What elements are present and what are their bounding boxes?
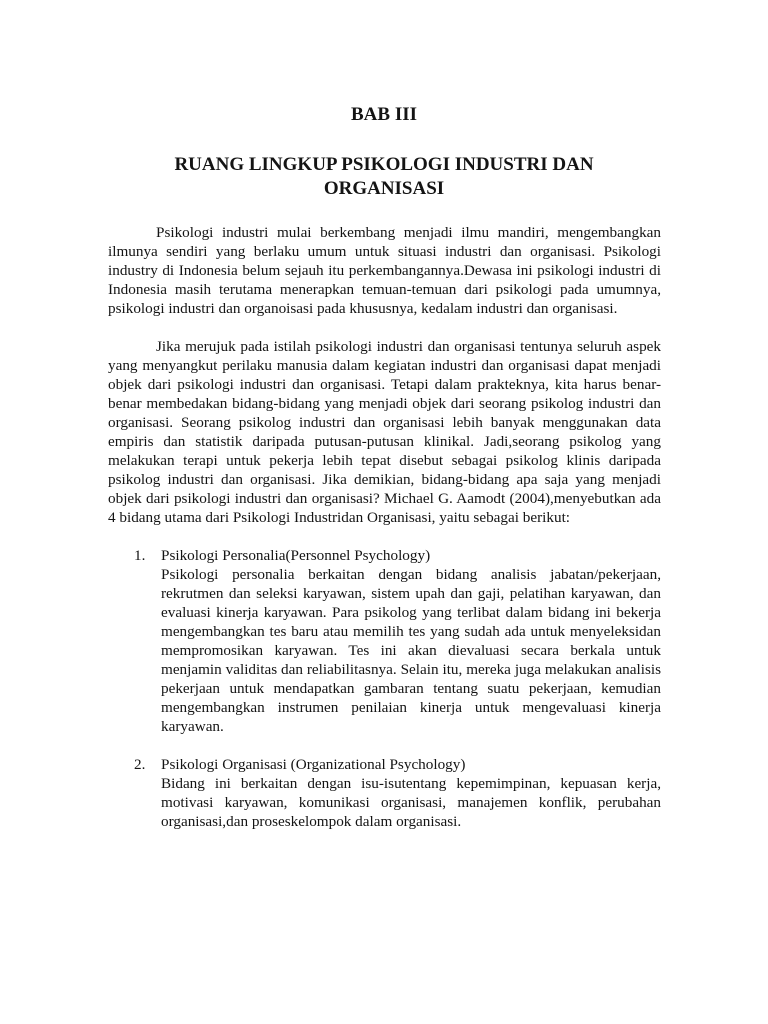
numbered-list [108,546,661,831]
document-body [108,223,661,850]
list-item-text: Psikologi personalia berkaitan dengan bidang analisis jabatan/pekerjaan, rekrutmen dan seleksi karyawan, sistem upah dan gaji, pelatihan karyawan, dan evaluasi kinerja karyawan. Para psikolog yang terlibat dalam bidang ini bekerja mengembangkan tes baru atau memilih tes yang sudah ada untuk menyeleksidan mempromosikan karyawan. Tes ini akan dievaluasi secara berkala untuk menjamin validitas dan reliabilitasnya. Selain itu, mereka juga melakukan analisis pekerjaan untuk mendapatkan gambaran tentang suatu pekerjaan, kemudian mengembangkan instrumen penilaian kinerja untuk mengevaluasi kinerja karyawan. [161,566,661,735]
chapter-heading: BAB III [351,104,417,125]
list-item-heading: Psikologi Organisasi (Organizational Psychology) [161,756,466,773]
list-item-number: 2. [134,756,146,773]
chapter-title-line-2: ORGANISASI [323,178,445,199]
list-item [108,755,661,831]
paragraph: Psikologi industri mulai berkembang menjadi ilmu mandiri, mengembangkan ilmunya sendiri yang berlaku umum untuk situasi industri dan organisasi. Psikologi industry di Indonesia belum sejauh itu perkembangannya.Dewasa ini psikologi industri di Indonesia masih terutama menerapkan temuan-temuan dari psikologi pada umumnya, psikologi industri dan organoisasi pada khususnya, kedalam industri dan organisasi. [108,224,661,317]
chapter-title [0,153,768,201]
list-item-text: Bidang ini berkaitan dengan isu-isutentang kepemimpinan, kepuasan kerja, motivasi karyawan, komunikasi organisasi, manajemen konflik, perubahan organisasi,dan proseskelompok dalam organisasi. [161,775,661,830]
paragraph: Jika merujuk pada istilah psikologi industri dan organisasi tentunya seluruh aspek yang menyangkut perilaku manusia dalam kegiatan industri dan organisasi dapat menjadi objek dari psikologi industri dan organisasi. Tetapi dalam prakteknya, kita harus benar-benar membedakan bidang-bidang yang menjadi objek dari seorang psikolog industri dan organisasi. Seorang psikolog industri dan organisasi lebih banyak menggunakan data empiris dan statistik daripada putusan-putusan klinikal. Jadi,seorang psikolog yang melakukan terapi untuk pekerja lebih tepat disebut sebagai psikolog klinis daripada psikolog industri dan organisasi. Jika demikian, bidang-bidang apa saja yang menjadi objek dari psikologi industri dan organisasi? Michael G. Aamodt (2004),menyebutkan ada 4 bidang utama dari Psikologi Industridan Organisasi, yaitu sebagai berikut: [108,338,661,526]
chapter-title-line-1: RUANG LINGKUP PSIKOLOGI INDUSTRI DAN [174,154,594,175]
list-item-number: 1. [134,547,146,564]
list-item [108,546,661,736]
list-item-heading: Psikologi Personalia(Personnel Psychology) [161,547,431,564]
